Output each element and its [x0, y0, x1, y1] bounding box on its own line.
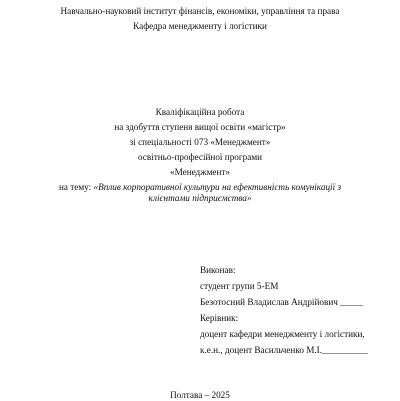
work-type: Кваліфікаційна робота	[155, 107, 245, 117]
specialty-line: зі спеціальності 073 «Менеджмент»	[129, 137, 271, 147]
student-group: студент групи 5-ЕМ	[200, 281, 279, 291]
supervisor-position: доцент кафедри менеджменту і логістики,	[200, 329, 365, 339]
topic-text-1: «Вплив корпоративної культури на ефективність комунікації з	[93, 182, 342, 192]
program-name: «Менеджмент»	[169, 167, 231, 177]
degree-line: на здобуття ступеня вищої освіти «магістр»	[114, 122, 286, 132]
topic-prefix: на тему:	[58, 182, 94, 192]
topic-line-2: клієнтами підприємства»	[148, 193, 252, 203]
executor-label: Виконав:	[200, 265, 236, 275]
institute-name: Навчально-науковий інститут фінансів, економіки, управління та права	[60, 6, 340, 16]
supervisor-name: к.е.н., доцент Васильченко М.І.__________	[200, 345, 368, 355]
thesis-topic	[0, 182, 400, 204]
supervisor-label: Керівник:	[200, 313, 239, 323]
student-name: Безотосний Владислав Андрійович _____	[200, 297, 364, 307]
city-year: Полтава – 2025	[170, 390, 230, 400]
department-name: Кафедра менеджменту і логістики	[133, 21, 267, 31]
program-line: освітньо-професійної програми	[137, 152, 263, 162]
topic-line-1	[0, 182, 400, 193]
